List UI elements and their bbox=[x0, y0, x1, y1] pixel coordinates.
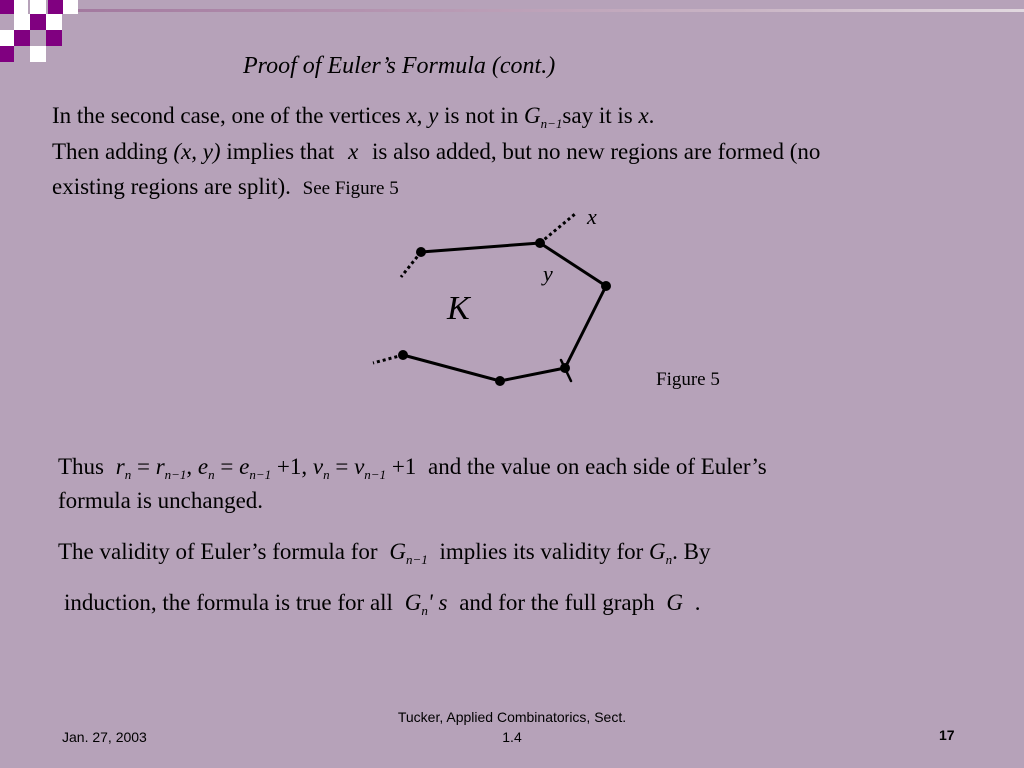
vertex-bottom bbox=[495, 376, 505, 386]
recurrence-equation bbox=[115, 454, 422, 482]
math-r: r bbox=[115, 454, 125, 479]
math-G: G bbox=[524, 103, 541, 128]
math-G-prev-sub: n−1 bbox=[405, 552, 428, 567]
math-comma-1: , bbox=[186, 454, 193, 479]
math-v-prev-sub: n−1 bbox=[364, 467, 387, 482]
math-e: e bbox=[197, 454, 209, 479]
math-G-subscript: n−1 bbox=[540, 116, 563, 131]
math-r-prev: r bbox=[155, 454, 165, 479]
text-line-6 bbox=[58, 535, 711, 569]
line1-text-c: say it is bbox=[562, 103, 633, 128]
math-Gn-plural-sub: n bbox=[421, 603, 428, 618]
math-Gn: G bbox=[649, 539, 666, 564]
math-r-prev-sub: n−1 bbox=[164, 467, 187, 482]
math-G-prev: G bbox=[389, 539, 406, 564]
text-line-5: formula is unchanged. bbox=[58, 488, 264, 513]
math-e-sub: n bbox=[208, 467, 215, 482]
math-r-sub: n bbox=[124, 467, 132, 482]
math-Gn-plural: G bbox=[404, 590, 422, 615]
label-x: x bbox=[587, 204, 597, 229]
line4-text: and the value on each side of Euler’s bbox=[428, 454, 767, 479]
math-v: v bbox=[312, 454, 324, 479]
vertex-right bbox=[601, 281, 611, 291]
line6-text-c: . By bbox=[672, 539, 711, 564]
edge-bottom-left bbox=[403, 355, 500, 381]
math-plus-1: +1 bbox=[276, 454, 302, 479]
math-Gn-sub: n bbox=[665, 552, 673, 567]
label-region-K: K bbox=[447, 290, 470, 327]
edge-right bbox=[565, 286, 606, 368]
math-eq-1: = bbox=[136, 454, 150, 479]
math-x-3: x bbox=[348, 139, 359, 164]
footer-source bbox=[332, 707, 692, 747]
edge-top bbox=[421, 243, 540, 252]
slide-title: Proof of Euler’s Formula (cont.) bbox=[243, 53, 556, 79]
line6-text-b: implies its validity for bbox=[439, 539, 644, 564]
vertex-top-left bbox=[416, 247, 426, 257]
line2-text-b: implies that bbox=[226, 139, 335, 164]
dashed-edge-x bbox=[540, 214, 575, 243]
math-eq-3: = bbox=[335, 454, 349, 479]
math-e-prev: e bbox=[239, 454, 250, 479]
vertex-y bbox=[535, 238, 545, 248]
math-e-prev-sub: n−1 bbox=[249, 467, 272, 482]
footer-source-line2: 1.4 bbox=[502, 729, 522, 745]
line3-text: existing regions are split). bbox=[52, 174, 291, 199]
math-y: y bbox=[428, 103, 439, 128]
page-number: 17 bbox=[939, 727, 955, 743]
math-pair: (x, y) bbox=[173, 139, 221, 164]
figure-caption: Figure 5 bbox=[656, 369, 720, 390]
line7-text-b: and for the full graph bbox=[459, 590, 655, 615]
text-line-4 bbox=[58, 450, 767, 484]
line1-text-a: In the second case, one of the vertices bbox=[52, 103, 401, 128]
text-line-7 bbox=[64, 586, 701, 620]
line2-text-a: Then adding bbox=[52, 139, 168, 164]
math-plural-suffix: ' s bbox=[427, 590, 448, 615]
math-G-full: G bbox=[666, 590, 684, 615]
line1-text-b: is not in bbox=[444, 103, 519, 128]
label-y: y bbox=[543, 261, 553, 286]
math-x-2: x bbox=[638, 103, 649, 128]
footer-source-line1: Tucker, Applied Combinatorics, Sect. bbox=[397, 709, 627, 725]
line7-text-a: induction, the formula is true for all bbox=[64, 590, 393, 615]
line2-text-c: is also added, but no new regions are formed (no bbox=[372, 139, 821, 164]
math-comma: , bbox=[416, 103, 423, 128]
see-figure-reference: See Figure 5 bbox=[302, 178, 399, 199]
thus-word: Thus bbox=[58, 454, 104, 479]
math-x: x bbox=[406, 103, 417, 128]
math-v-sub: n bbox=[323, 467, 330, 482]
line1-period: . bbox=[648, 103, 655, 128]
footer-date: Jan. 27, 2003 bbox=[62, 729, 147, 745]
math-comma-2: , bbox=[301, 454, 308, 479]
edge-bottom-right bbox=[500, 368, 565, 381]
math-v-prev: v bbox=[354, 454, 365, 479]
math-eq-2: = bbox=[220, 454, 234, 479]
line7-period: . bbox=[694, 590, 701, 615]
vertex-left bbox=[398, 350, 408, 360]
line6-text-a: The validity of Euler’s formula for bbox=[58, 539, 378, 564]
vertex-bottom-right bbox=[560, 363, 570, 373]
math-plus-2: +1 bbox=[391, 454, 417, 479]
